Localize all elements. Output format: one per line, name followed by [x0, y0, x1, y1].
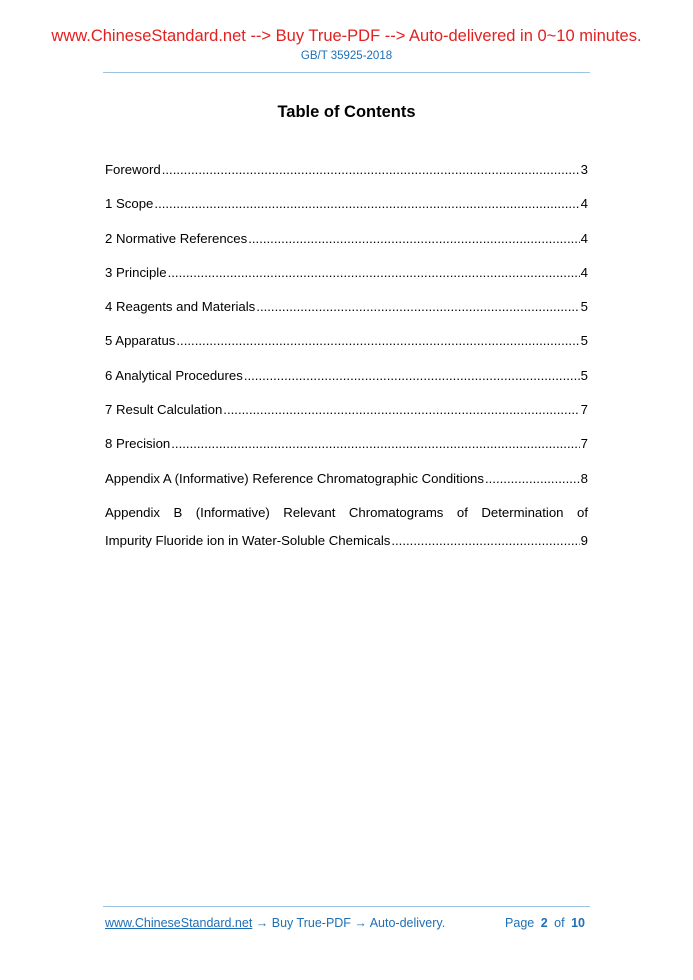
toc-leader-dots [244, 366, 580, 386]
footer-promo [105, 916, 445, 930]
toc-leader-dots [223, 400, 579, 420]
toc-leader-dots [171, 434, 579, 454]
header-divider [103, 72, 590, 73]
page-indicator [505, 916, 588, 930]
toc-entry-reagents[interactable] [105, 297, 588, 331]
toc-entry-page: 7 [580, 402, 588, 418]
table-of-contents [105, 160, 588, 555]
page-current: 2 [540, 916, 548, 930]
toc-entry-appendix-a[interactable] [105, 469, 588, 503]
toc-entry-result-calculation[interactable] [105, 400, 588, 434]
toc-entry-label-line2: Impurity Fluoride ion in Water-Soluble Chemicals [105, 532, 391, 548]
toc-entry-page: 4 [580, 196, 588, 212]
page-of-label: of [554, 916, 565, 930]
toc-title: Table of Contents [277, 103, 416, 121]
toc-entry-label: 3 Principle [105, 264, 167, 280]
toc-entry-normative-references[interactable] [105, 229, 588, 263]
toc-entry-page: 4 [580, 230, 588, 246]
toc-entry-page: 5 [580, 367, 588, 383]
toc-entry-page: 5 [580, 299, 588, 315]
toc-entry-precision[interactable] [105, 434, 588, 468]
toc-entry-label-line1: Appendix B (Informative) Relevant Chromatograms of Determination of [105, 504, 588, 520]
toc-entry-page: 3 [580, 162, 588, 177]
toc-leader-dots [154, 194, 579, 214]
toc-entry-page: 4 [580, 264, 588, 280]
toc-entry-page: 8 [580, 470, 588, 486]
footer-promo-text: → Buy True-PDF → Auto-delivery. [252, 916, 446, 930]
toc-leader-dots [176, 331, 579, 351]
footer-divider [103, 906, 590, 907]
toc-entry-label: 7 Result Calculation [105, 402, 223, 418]
toc-entry-apparatus[interactable] [105, 331, 588, 365]
toc-entry-label: 8 Precision [105, 436, 171, 452]
toc-leader-dots [162, 160, 580, 180]
page-footer [105, 916, 588, 930]
top-banner[interactable]: www.ChineseStandard.net --> Buy True-PDF --> Auto-delivered in 0~10 minutes. [51, 27, 642, 45]
toc-entry-label: 1 Scope [105, 196, 154, 212]
toc-leader-dots [248, 229, 579, 249]
toc-entry-foreword[interactable] [105, 160, 588, 194]
toc-leader-dots [391, 527, 579, 555]
toc-leader-dots [485, 469, 580, 489]
toc-entry-analytical-procedures[interactable] [105, 366, 588, 400]
toc-entry-label: 4 Reagents and Materials [105, 299, 256, 315]
toc-entry-label: 2 Normative References [105, 230, 248, 246]
toc-entry-principle[interactable] [105, 263, 588, 297]
page-total: 10 [571, 916, 585, 930]
toc-entry-appendix-b[interactable] [105, 499, 588, 555]
toc-entry-label: Foreword [105, 162, 161, 177]
page-label: Page [505, 916, 535, 930]
toc-entry-label: Appendix A (Informative) Reference Chromatographic Conditions [105, 470, 484, 486]
toc-entry-scope[interactable] [105, 194, 588, 228]
toc-leader-dots [168, 263, 580, 283]
toc-entry-label: 5 Apparatus [105, 333, 176, 349]
toc-entry-page: 9 [580, 532, 588, 548]
toc-leader-dots [256, 297, 579, 317]
standard-code: GB/T 35925-2018 [300, 50, 393, 62]
toc-entry-page: 7 [580, 436, 588, 452]
toc-entry-label: 6 Analytical Procedures [105, 367, 243, 383]
footer-site-link[interactable]: www.ChineseStandard.net [105, 916, 253, 930]
toc-entry-page: 5 [580, 333, 588, 349]
